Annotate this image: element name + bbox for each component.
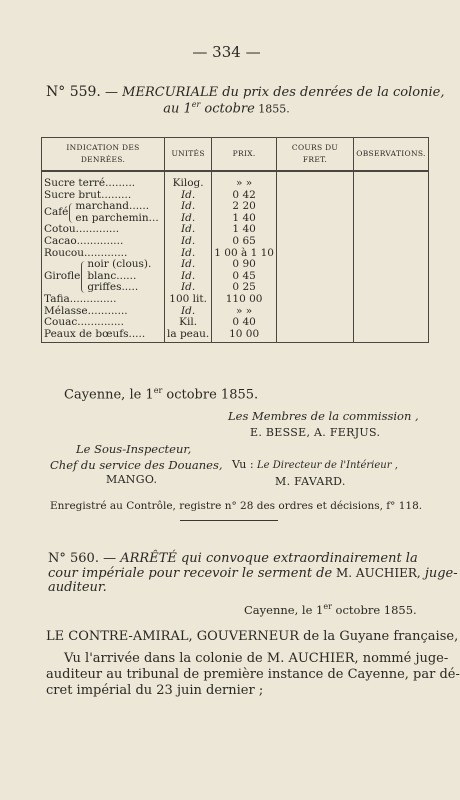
row-label: Mélasse............ <box>42 306 165 318</box>
row-unit <box>165 201 212 224</box>
heading-date-month: octobre <box>200 101 255 117</box>
section-number: N° 560. <box>48 551 99 566</box>
row-fret <box>276 306 353 318</box>
members-names: E. BESSE, A. FERJUS. <box>250 426 381 439</box>
group-label-girofle: Girofle <box>44 269 81 282</box>
members-label: Les Membres de la commission , <box>228 409 419 423</box>
row-label: Sucre brut......... <box>42 190 165 202</box>
title-name: M. AUCHIER, <box>332 566 421 580</box>
sub-item: noir (clous). <box>87 258 152 271</box>
row-fret <box>276 201 353 224</box>
group-label-cafe: Café <box>44 205 69 218</box>
signature-mango: MANGO. <box>106 473 158 486</box>
brace-icon <box>69 203 73 223</box>
title-line2-end: juge- <box>420 566 458 581</box>
vu-text: Le Directeur de l'Intérieur , <box>257 460 398 471</box>
registration-note: Enregistré au Contrôle, registre n° 28 des ordres et décisions, f° 118. <box>50 500 423 512</box>
row-label: Peaux de bœufs..... <box>42 329 165 343</box>
row-unit: Id. <box>165 190 212 202</box>
section-559-heading-line2 <box>0 100 453 116</box>
col-header-denrees: INDICATION DES DENRÉES. <box>42 138 165 172</box>
row-price <box>212 259 277 294</box>
row-price: 1 00 à 1 10 <box>212 248 277 260</box>
row-unit: Id. <box>165 236 212 248</box>
row-price: 0 40 <box>212 317 277 329</box>
cafe-sub-items <box>75 201 158 224</box>
row-observations <box>353 236 428 248</box>
row-label: Roucou............. <box>42 248 165 260</box>
row-fret <box>276 259 353 294</box>
section-560-heading-line3: auditeur. <box>48 580 107 595</box>
dash: — <box>105 85 119 100</box>
row-fret <box>276 317 353 329</box>
row-unit <box>165 259 212 294</box>
sub-item: en parchemin... <box>75 211 159 224</box>
vu-line <box>232 458 398 471</box>
title-line2: cour impériale pour recevoir le serment de <box>48 566 333 581</box>
heading-date-sup: er <box>191 100 201 109</box>
row-fret <box>276 171 353 190</box>
row-observations <box>353 224 428 236</box>
unit-line: Id. <box>181 200 196 213</box>
row-fret <box>276 190 353 202</box>
row-observations <box>353 171 428 190</box>
row-unit: la peau. <box>165 329 212 343</box>
row-fret <box>276 236 353 248</box>
heading-date-prefix: au 1 <box>163 101 192 117</box>
row-price <box>212 201 277 224</box>
row-unit: Id. <box>165 224 212 236</box>
row-unit: 100 lit. <box>165 294 212 306</box>
section-559-heading <box>46 84 444 100</box>
row-fret <box>276 294 353 306</box>
page-number: — 334 — <box>192 43 261 61</box>
row-price: » » <box>212 306 277 318</box>
chef-service: Chef du service des Douanes, <box>50 458 223 472</box>
price-line: 0 90 <box>232 258 256 271</box>
place-date-prefix: Cayenne, le 1 <box>64 387 154 403</box>
row-observations <box>353 190 428 202</box>
section-560-heading-line2 <box>48 566 458 581</box>
row-observations <box>353 259 428 294</box>
sous-inspecteur: Le Sous-Inspecteur, <box>76 442 192 456</box>
dash: — <box>103 551 117 566</box>
paragraph-line: Vu l'arrivée dans la colonie de M. AUCHIER, nommé juge- <box>64 651 449 666</box>
row-observations <box>353 248 428 260</box>
row-label: Tafia.............. <box>42 294 165 306</box>
row-label: Sucre terré......... <box>42 171 165 190</box>
row-fret <box>276 248 353 260</box>
table-row-girofle <box>42 259 429 294</box>
row-unit: Id. <box>165 248 212 260</box>
unit-line: Id. <box>181 211 196 224</box>
unit-line: Id. <box>181 269 196 282</box>
sub-item: griffes..... <box>87 281 139 294</box>
heading-date-year: 1855. <box>254 102 290 116</box>
row-price: 110 00 <box>212 294 277 306</box>
row-price: » » <box>212 171 277 190</box>
row-observations <box>353 317 428 329</box>
row-fret <box>276 329 353 343</box>
section-number: N° 559. <box>46 84 101 100</box>
col-header-fret: COURS DU FRET. <box>276 138 353 172</box>
table-row <box>42 294 429 306</box>
table-row <box>42 236 429 248</box>
row-observations <box>353 294 428 306</box>
date-sup: er <box>323 602 332 611</box>
separator-rule <box>180 520 278 521</box>
row-unit: Id. <box>165 306 212 318</box>
table-row-cafe <box>42 201 429 224</box>
col-header-unites: UNITÉS <box>165 138 212 172</box>
section-560-heading <box>48 551 418 566</box>
table-header-row <box>42 138 429 172</box>
date-prefix: Cayenne, le 1 <box>244 602 324 617</box>
row-label: Cotou............. <box>42 224 165 236</box>
section-title: ARRÊTÉ qui convoque extraordinairement la <box>120 551 418 566</box>
price-line: 0 45 <box>232 269 256 282</box>
row-price: 1 40 <box>212 224 277 236</box>
signature-favard: M. FAVARD. <box>275 475 346 488</box>
row-unit: Kilog. <box>165 171 212 190</box>
place-date-suffix: octobre 1855. <box>162 387 259 403</box>
vu-prefix: Vu : <box>232 458 254 471</box>
sub-item: blanc...... <box>87 269 137 282</box>
row-label <box>42 201 165 224</box>
paragraph-line: cret impérial du 23 juin dernier ; <box>46 683 264 698</box>
price-line: 0 25 <box>232 281 256 294</box>
row-observations <box>353 201 428 224</box>
col-header-observations: OBSERVATIONS. <box>353 138 428 172</box>
brace-icon <box>81 261 85 293</box>
paragraph-line: auditeur au tribunal de première instance de Cayenne, par dé- <box>46 667 460 682</box>
row-price: 0 42 <box>212 190 277 202</box>
unit-line: Id. <box>181 281 196 294</box>
row-label: Couac.............. <box>42 317 165 329</box>
paragraph-line: LE CONTRE-AMIRAL, GOUVERNEUR de la Guyane française, <box>46 629 459 644</box>
row-observations <box>353 306 428 318</box>
place-date <box>64 386 258 402</box>
table-row <box>42 171 429 190</box>
row-unit: Kil. <box>165 317 212 329</box>
date-suffix: octobre 1855. <box>331 602 417 617</box>
row-fret <box>276 224 353 236</box>
place-date-sup: er <box>153 386 163 395</box>
girofle-sub-items <box>87 259 151 294</box>
row-price: 10 00 <box>212 329 277 343</box>
table-row <box>42 329 429 343</box>
price-line: 2 20 <box>232 200 256 213</box>
row-label <box>42 259 165 294</box>
row-price: 0 65 <box>212 236 277 248</box>
unit-line: Id. <box>181 258 196 271</box>
section-title: MERCURIALE du prix des denrées de la colonie, <box>122 85 445 100</box>
row-observations <box>353 329 428 343</box>
date-line <box>244 602 417 617</box>
price-line: 1 40 <box>232 211 256 224</box>
table-row <box>42 317 429 329</box>
row-label: Cacao.............. <box>42 236 165 248</box>
sub-item: marchand...... <box>75 200 150 213</box>
mercuriale-table <box>41 137 429 343</box>
col-header-prix: PRIX. <box>212 138 277 172</box>
